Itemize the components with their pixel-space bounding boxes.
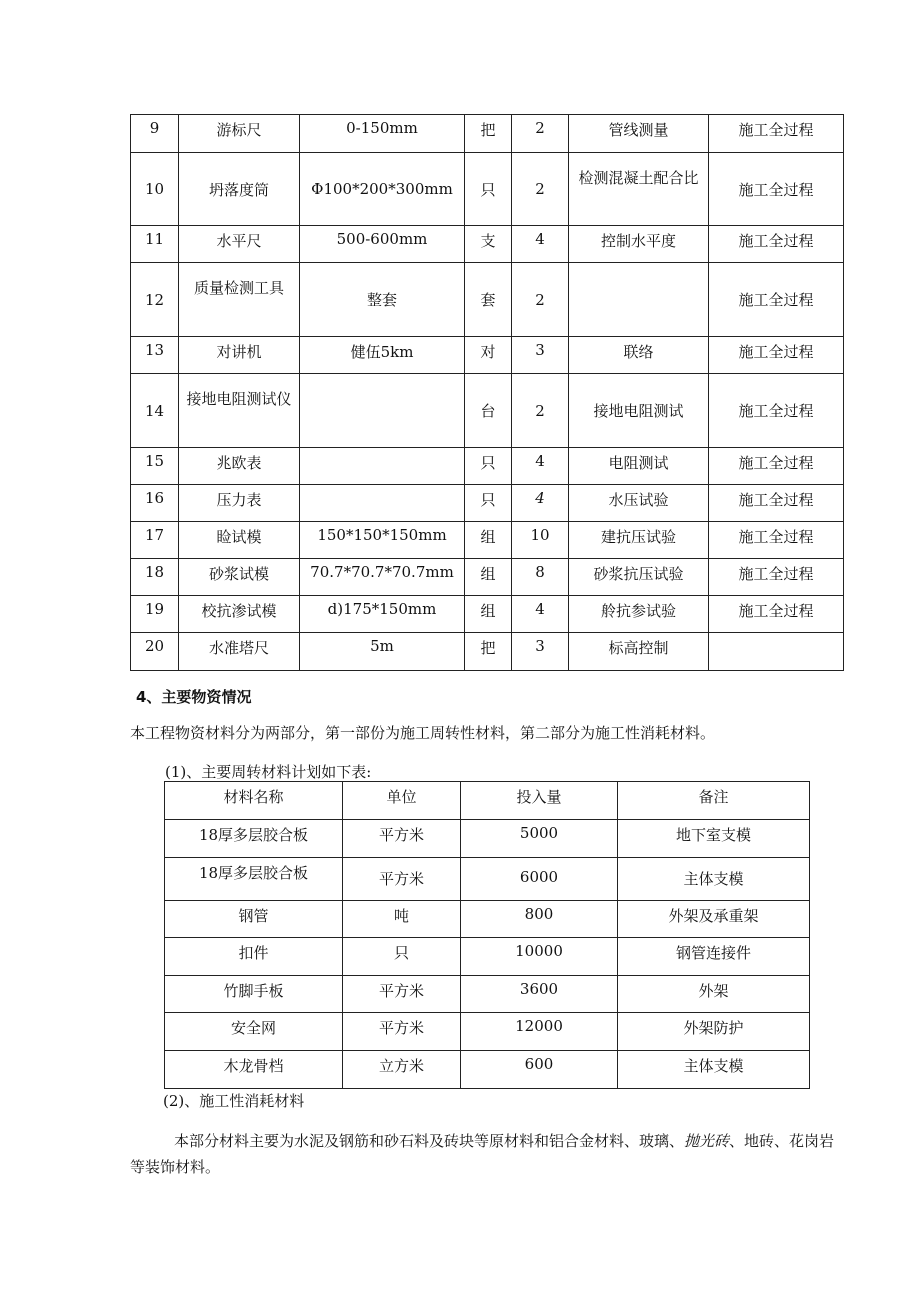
subsection-2-title: (2)、施工性消耗材料	[163, 1092, 305, 1110]
table-row	[131, 115, 844, 153]
row-spec: 5m	[300, 633, 465, 671]
row-note: 外架	[618, 976, 810, 1013]
row-use	[569, 263, 709, 337]
row-name: 18厚多层胶合板	[165, 858, 343, 901]
row-name: 钢管	[165, 901, 343, 938]
row-unit: 只	[465, 153, 512, 226]
row-no: 11	[131, 226, 179, 263]
row-no: 19	[131, 596, 179, 633]
table-header-row	[165, 782, 810, 820]
table-row	[131, 522, 844, 559]
row-name: 接地电阻测试仪	[179, 374, 300, 448]
row-unit: 平方米	[343, 858, 461, 901]
row-period: 施工全过程	[709, 153, 844, 226]
row-qty: 2	[512, 115, 569, 153]
row-unit: 平方米	[343, 820, 461, 858]
row-qty: 6000	[461, 858, 618, 901]
row-name: 安全网	[165, 1013, 343, 1051]
table-row	[165, 901, 810, 938]
row-use: 砂浆抗压试验	[569, 559, 709, 596]
row-qty: 10	[512, 522, 569, 559]
header-name: 材料名称	[165, 782, 343, 820]
row-spec: 健伍5km	[300, 337, 465, 374]
row-no: 16	[131, 485, 179, 522]
row-note: 钢管连接件	[618, 938, 810, 976]
row-no: 15	[131, 448, 179, 485]
table-row	[131, 448, 844, 485]
row-qty: 3	[512, 337, 569, 374]
row-period: 施工全过程	[709, 263, 844, 337]
header-unit: 单位	[343, 782, 461, 820]
table-row	[165, 858, 810, 901]
table-row	[131, 559, 844, 596]
table-row	[131, 596, 844, 633]
row-note: 主体支模	[618, 1051, 810, 1089]
table-row	[131, 374, 844, 448]
header-qty: 投入量	[461, 782, 618, 820]
row-name: 18厚多层胶合板	[165, 820, 343, 858]
table-row	[165, 976, 810, 1013]
subsection-1-title: (1)、主要周转材料计划如下表:	[165, 763, 372, 781]
row-unit: 组	[465, 596, 512, 633]
row-use: 电阻测试	[569, 448, 709, 485]
row-unit: 立方米	[343, 1051, 461, 1089]
row-no: 14	[131, 374, 179, 448]
row-spec	[300, 485, 465, 522]
table-row	[165, 820, 810, 858]
table-row	[131, 485, 844, 522]
row-unit: 支	[465, 226, 512, 263]
table-row	[165, 1051, 810, 1089]
row-qty: 4	[512, 596, 569, 633]
row-spec: 70.7*70.7*70.7mm	[300, 559, 465, 596]
row-no: 12	[131, 263, 179, 337]
row-name: 水准塔尺	[179, 633, 300, 671]
row-qty: 2	[512, 153, 569, 226]
row-period: 施工全过程	[709, 596, 844, 633]
row-qty: 800	[461, 901, 618, 938]
row-use: 接地电阻测试	[569, 374, 709, 448]
row-name: 扣件	[165, 938, 343, 976]
row-spec: 150*150*150mm	[300, 522, 465, 559]
row-unit: 把	[465, 115, 512, 153]
row-unit: 套	[465, 263, 512, 337]
row-unit: 平方米	[343, 976, 461, 1013]
row-qty: 8	[512, 559, 569, 596]
row-unit: 只	[465, 448, 512, 485]
row-unit: 台	[465, 374, 512, 448]
row-name: 游标尺	[179, 115, 300, 153]
row-spec	[300, 374, 465, 448]
row-qty: 12000	[461, 1013, 618, 1051]
table-row	[131, 153, 844, 226]
row-period: 施工全过程	[709, 374, 844, 448]
row-unit: 平方米	[343, 1013, 461, 1051]
materials-table	[164, 781, 810, 1089]
row-use: 检测混凝土配合比	[569, 153, 709, 226]
row-no: 20	[131, 633, 179, 671]
table-row	[131, 633, 844, 671]
table-row	[165, 1013, 810, 1051]
row-use: 建抗压试验	[569, 522, 709, 559]
table-row	[165, 938, 810, 976]
row-name: 竹脚手板	[165, 976, 343, 1013]
row-period: 施工全过程	[709, 115, 844, 153]
row-name: 睑试模	[179, 522, 300, 559]
row-name: 水平尺	[179, 226, 300, 263]
row-no: 9	[131, 115, 179, 153]
row-use: 管线测量	[569, 115, 709, 153]
row-period: 施工全过程	[709, 448, 844, 485]
row-spec: d)175*150mm	[300, 596, 465, 633]
row-qty: 3600	[461, 976, 618, 1013]
row-period: 施工全过程	[709, 337, 844, 374]
row-qty: 5000	[461, 820, 618, 858]
row-unit: 组	[465, 559, 512, 596]
row-qty: 4	[512, 226, 569, 263]
row-name: 对讲机	[179, 337, 300, 374]
row-name: 质量检测工具	[179, 263, 300, 337]
row-note: 地下室支模	[618, 820, 810, 858]
row-name: 砂浆试模	[179, 559, 300, 596]
row-period: 施工全过程	[709, 522, 844, 559]
row-name: 坍落度筒	[179, 153, 300, 226]
row-unit: 只	[465, 485, 512, 522]
row-qty: 3	[512, 633, 569, 671]
row-spec: Φ100*200*300mm	[300, 153, 465, 226]
row-name: 兆欧表	[179, 448, 300, 485]
row-no: 17	[131, 522, 179, 559]
row-spec: 0-150mm	[300, 115, 465, 153]
consumables-paragraph	[130, 1128, 845, 1180]
row-note: 主体支模	[618, 858, 810, 901]
row-note: 外架防护	[618, 1013, 810, 1051]
row-unit: 吨	[343, 901, 461, 938]
paragraph-text-2: 、地砖、花岗岩等装饰材料。	[130, 1132, 835, 1176]
tools-table	[130, 114, 844, 671]
paragraph-italic-term: 抛光砖	[684, 1132, 730, 1150]
row-qty: 600	[461, 1051, 618, 1089]
row-period: 施工全过程	[709, 485, 844, 522]
row-no: 18	[131, 559, 179, 596]
row-no: 10	[131, 153, 179, 226]
intro-paragraph: 本工程物资材料分为两部分，第一部份为施工周转性材料，第二部分为施工性消耗材料。	[130, 724, 716, 742]
row-qty: 4	[512, 485, 569, 522]
row-qty: 2	[512, 374, 569, 448]
row-period	[709, 633, 844, 671]
row-unit: 只	[343, 938, 461, 976]
row-spec: 500-600mm	[300, 226, 465, 263]
row-unit: 组	[465, 522, 512, 559]
row-note: 外架及承重架	[618, 901, 810, 938]
row-use: 联络	[569, 337, 709, 374]
row-name: 校抗渗试模	[179, 596, 300, 633]
row-name: 木龙骨档	[165, 1051, 343, 1089]
row-no: 13	[131, 337, 179, 374]
row-use: 标高控制	[569, 633, 709, 671]
row-use: 水压试验	[569, 485, 709, 522]
row-unit: 对	[465, 337, 512, 374]
table-row	[131, 337, 844, 374]
row-name: 压力表	[179, 485, 300, 522]
row-qty: 4	[512, 448, 569, 485]
paragraph-text-1: 本部分材料主要为水泥及钢筋和砂石料及砖块等原材料和铝合金材料、玻璃、	[174, 1132, 685, 1150]
row-spec	[300, 448, 465, 485]
row-qty: 10000	[461, 938, 618, 976]
row-use: 舲抗参试验	[569, 596, 709, 633]
row-period: 施工全过程	[709, 226, 844, 263]
table-row	[131, 226, 844, 263]
row-qty: 2	[512, 263, 569, 337]
section-heading: 4、主要物资情况	[136, 688, 252, 706]
row-use: 控制水平度	[569, 226, 709, 263]
row-unit: 把	[465, 633, 512, 671]
row-spec: 整套	[300, 263, 465, 337]
row-period: 施工全过程	[709, 559, 844, 596]
table-row	[131, 263, 844, 337]
header-note: 备注	[618, 782, 810, 820]
